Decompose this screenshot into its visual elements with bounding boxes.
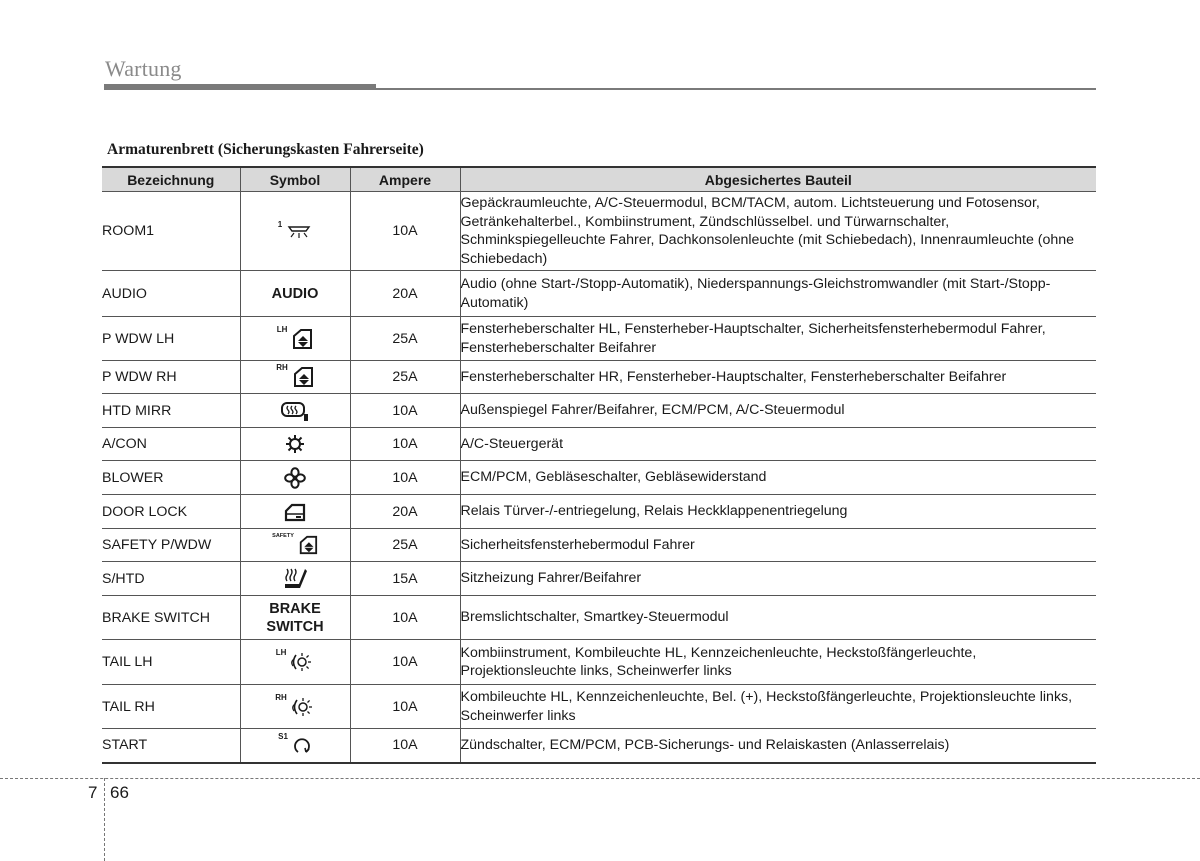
audio-symbol-label: AUDIO	[271, 285, 319, 302]
table-row	[102, 461, 1096, 495]
fuse-name: BRAKE SWITCH	[102, 596, 240, 640]
fuse-ampere: 25A	[350, 317, 460, 361]
fuse-symbol	[240, 596, 350, 640]
fuse-description: Fensterheberschalter HL, Fensterheber-Hauptschalter, Sicherheitsfensterhebermodul Fahrer, Fensterheberschalter Beifahrer	[460, 317, 1096, 361]
fuse-ampere: 25A	[350, 361, 460, 394]
fuse-ampere: 10A	[350, 192, 460, 271]
table-row	[102, 562, 1096, 596]
fuse-name: AUDIO	[102, 271, 240, 317]
table-row	[102, 317, 1096, 361]
page-header-title: Wartung	[105, 56, 182, 81]
fuse-description: Sitzheizung Fahrer/Beifahrer	[460, 562, 1096, 596]
table-header-row	[102, 167, 1096, 192]
tail-lamp-icon: RH	[275, 696, 315, 718]
fuse-ampere: 10A	[350, 640, 460, 685]
fuse-name: TAIL LH	[102, 640, 240, 685]
fuse-table	[102, 166, 1096, 764]
brake-switch-symbol-label: BRAKE SWITCH	[266, 600, 324, 635]
seat-heater-icon	[282, 567, 308, 591]
footer-vertical-divider	[104, 778, 105, 861]
air-conditioning-icon	[285, 434, 305, 454]
fuse-description: A/C-Steuergerät	[460, 428, 1096, 461]
fuse-symbol	[240, 317, 350, 361]
fuse-symbol	[240, 461, 350, 495]
fuse-name: P WDW LH	[102, 317, 240, 361]
footer-divider	[0, 778, 1200, 779]
fuse-ampere: 10A	[350, 461, 460, 495]
fuse-ampere: 10A	[350, 394, 460, 428]
fuse-description: Gepäckraumleuchte, A/C-Steuermodul, BCM/TACM, autom. Lichtsteuerung und Fotosensor, Getränkehalterbel., Kombiinstrument, Zündschlüsselbel. und Türwarnschalter, Schminkspiegelleuchte Fahrer, Dachkonsolenleuchte (mit Schiebedach), Innenraumleuchte (ohne Schiebedach)	[460, 192, 1096, 271]
fuse-ampere: 10A	[350, 685, 460, 729]
fuse-description: Außenspiegel Fahrer/Beifahrer, ECM/PCM, A/C-Steuermodul	[460, 394, 1096, 428]
table-row	[102, 192, 1096, 271]
heated-mirror-icon	[280, 400, 310, 422]
fuse-ampere: 10A	[350, 729, 460, 763]
power-window-icon: RH	[276, 366, 314, 388]
fuse-description: Kombileuchte HL, Kennzeichenleuchte, Bel. (+), Heckstoßfängerleuchte, Projektionsleuchte links, Scheinwerfer links	[460, 685, 1096, 729]
fuse-ampere: 10A	[350, 428, 460, 461]
fuse-symbol	[240, 271, 350, 317]
fuse-symbol	[240, 428, 350, 461]
fuse-symbol	[240, 394, 350, 428]
fuse-symbol	[240, 192, 350, 271]
fuse-name: ROOM1	[102, 192, 240, 271]
fuse-symbol	[240, 685, 350, 729]
table-row	[102, 729, 1096, 763]
table-row	[102, 394, 1096, 428]
fuse-name: P WDW RH	[102, 361, 240, 394]
fuse-symbol	[240, 361, 350, 394]
table-row	[102, 640, 1096, 685]
fuse-name: S/HTD	[102, 562, 240, 596]
fuse-name: DOOR LOCK	[102, 495, 240, 529]
room-lamp-icon: 1	[278, 223, 312, 239]
fuse-symbol	[240, 640, 350, 685]
fuse-ampere: 25A	[350, 529, 460, 562]
fuse-symbol	[240, 529, 350, 562]
fuse-name: SAFETY P/WDW	[102, 529, 240, 562]
power-window-icon: SAFETY	[272, 535, 318, 555]
fuse-ampere: 20A	[350, 495, 460, 529]
fan-icon	[284, 467, 306, 489]
table-row	[102, 428, 1096, 461]
fuse-name: START	[102, 729, 240, 763]
fuse-description: Kombiinstrument, Kombileuchte HL, Kennzeichenleuchte, Heckstoßfängerleuchte, Projektionsleuchte links, Scheinwerfer links	[460, 640, 1096, 685]
column-header-bauteil: Abgesichertes Bauteil	[460, 167, 1096, 192]
fuse-ampere: 20A	[350, 271, 460, 317]
table-row	[102, 529, 1096, 562]
column-header-ampere: Ampere	[350, 167, 460, 192]
section-title: Armaturenbrett (Sicherungskasten Fahrerseite)	[107, 141, 424, 158]
tail-lamp-icon: LH	[276, 651, 315, 673]
fuse-symbol	[240, 562, 350, 596]
column-header-symbol: Symbol	[240, 167, 350, 192]
table-row	[102, 495, 1096, 529]
fuse-description: Audio (ohne Start-/Stopp-Automatik), Niederspannungs-Gleichstromwandler (mit Start-/Stopp-Automatik)	[460, 271, 1096, 317]
table-row	[102, 685, 1096, 729]
table-row	[102, 271, 1096, 317]
fuse-name: HTD MIRR	[102, 394, 240, 428]
fuse-ampere: 10A	[350, 596, 460, 640]
fuse-name: TAIL RH	[102, 685, 240, 729]
fuse-symbol	[240, 729, 350, 763]
door-lock-icon	[283, 502, 307, 522]
column-header-bezeichnung: Bezeichnung	[102, 167, 240, 192]
header-rule-thin	[104, 88, 1096, 90]
fuse-symbol	[240, 495, 350, 529]
start-icon: S1	[278, 735, 312, 755]
table-row	[102, 361, 1096, 394]
fuse-description: ECM/PCM, Gebläseschalter, Gebläsewiderstand	[460, 461, 1096, 495]
page-number: 66	[110, 783, 129, 802]
power-window-icon: LH	[277, 328, 314, 350]
fuse-description: Bremslichtschalter, Smartkey-Steuermodul	[460, 596, 1096, 640]
fuse-description: Zündschalter, ECM/PCM, PCB-Sicherungs- und Relaiskasten (Anlasserrelais)	[460, 729, 1096, 763]
fuse-description: Fensterheberschalter HR, Fensterheber-Hauptschalter, Fensterheberschalter Beifahrer	[460, 361, 1096, 394]
fuse-description: Sicherheitsfensterhebermodul Fahrer	[460, 529, 1096, 562]
chapter-number: 7	[88, 783, 98, 802]
table-row	[102, 596, 1096, 640]
fuse-name: A/CON	[102, 428, 240, 461]
fuse-name: BLOWER	[102, 461, 240, 495]
fuse-description: Relais Türver-/-entriegelung, Relais Heckklappenentriegelung	[460, 495, 1096, 529]
fuse-ampere: 15A	[350, 562, 460, 596]
